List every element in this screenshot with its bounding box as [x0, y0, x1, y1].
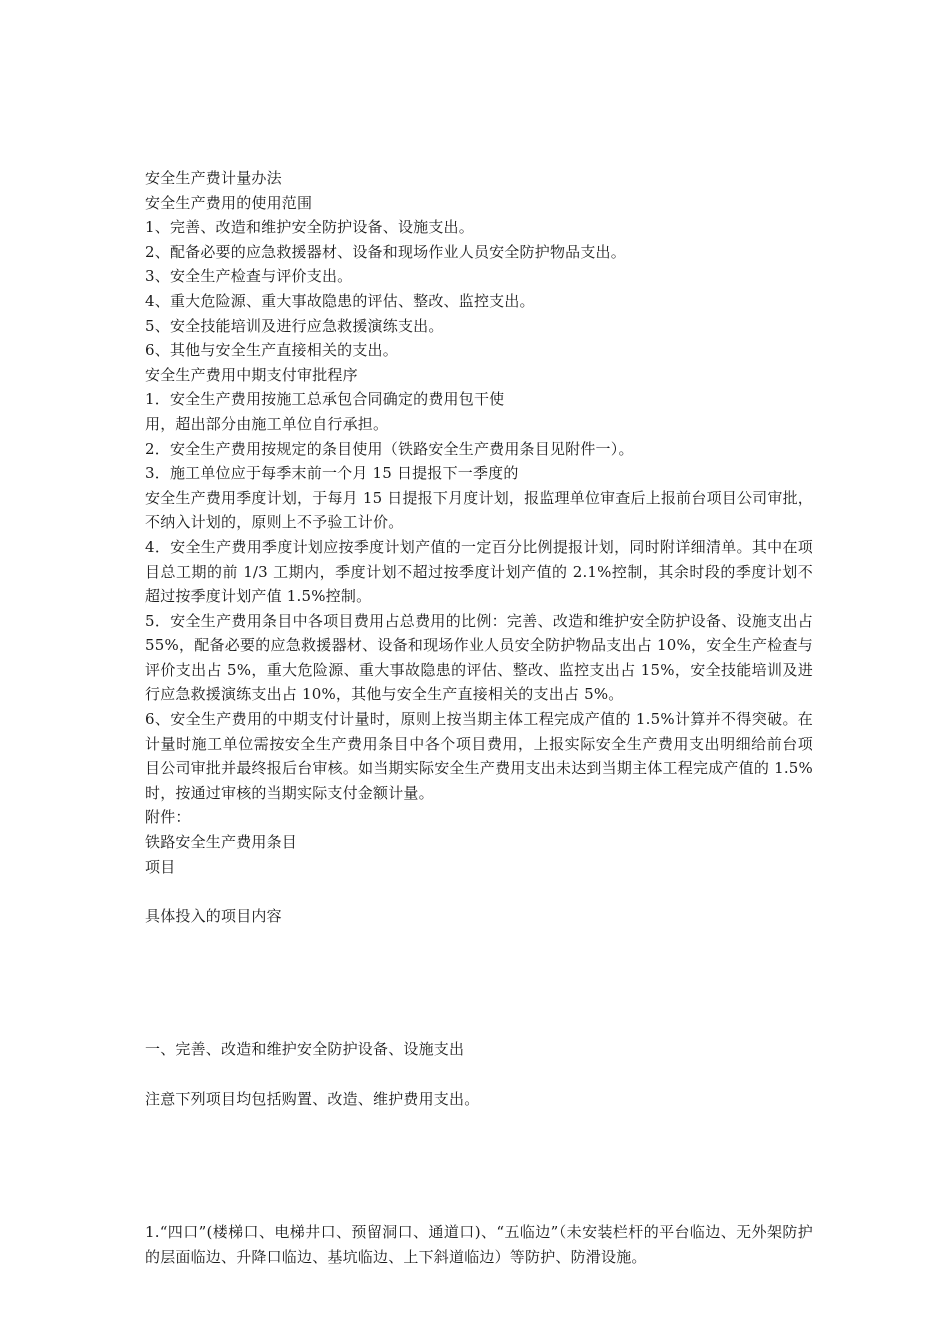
- scope-item: 3、安全生产检查与评价支出。: [145, 267, 353, 286]
- scope-item: 6、其他与安全生产直接相关的支出。: [145, 341, 398, 360]
- document-title: 安全生产费计量办法: [145, 169, 282, 187]
- column-item-header: 项目: [145, 857, 176, 876]
- scope-heading: 安全生产费用的使用范围: [145, 193, 313, 212]
- scope-item: 1、完善、改造和维护安全防护设备、设施支出。: [145, 218, 474, 237]
- section-1-note: 注意下列项目均包括购置、改造、维护费用支出。: [145, 1089, 480, 1108]
- scope-item: 4、重大危险源、重大事故隐患的评估、整改、监控支出。: [145, 291, 535, 310]
- procedure-item-5: 5．安全生产费用条目中各项目费用占总费用的比例：完善、改造和维护安全防护设备、设施支出占 55%，配备必要的应急救援器材、设备和现场作业人员安全防护物品支出占 10%，安全生产检查与评价支出占 5%，重大危险源、重大事故隐患的评估、整改、监控支出占 15%，安全技能培训及进行应急救援演练支出占 10%，其他与安全生产直接相关的支出占 5%。: [145, 611, 813, 704]
- spacer: [145, 879, 813, 904]
- spacer: [145, 928, 813, 988]
- procedure-heading: 安全生产费用中期支付审批程序: [145, 365, 358, 384]
- attachment-title: 铁路安全生产费用条目: [145, 833, 298, 852]
- attachment-label: 附件：: [145, 808, 191, 827]
- spacer: [145, 1062, 813, 1087]
- procedure-item-1-line-2: 用，超出部分由施工单位自行承担。: [145, 414, 389, 433]
- procedure-item-6: 6、安全生产费用的中期支付计量时，原则上按当期主体工程完成产值的 1.5%计算并不得突破。在计量时施工单位需按安全生产费用条目中各个项目费用，上报实际安全生产费用支出明细给前台项目公司审批并最终报后台审核。如当期实际安全生产费用支出未达到当期主体工程完成产值的 1.5%时，按通过审核的当期实际支付金额计量。: [145, 710, 813, 802]
- scope-item: 2、配备必要的应急救援器材、设备和现场作业人员安全防护物品支出。: [145, 242, 626, 261]
- procedure-item-3-line-1: 3．施工单位应于每季末前一个月 15 日提报下一季度的: [145, 464, 519, 483]
- spacer: [145, 988, 813, 1037]
- procedure-item-1-line-1: 1．安全生产费用按施工总承包合同确定的费用包干使: [145, 390, 505, 409]
- column-content-header: 具体投入的项目内容: [145, 906, 282, 925]
- procedure-item-2: 2．安全生产费用按规定的条目使用（铁路安全生产费用条目见附件一）。: [145, 439, 634, 458]
- spacer: [145, 1171, 813, 1220]
- spacer: [145, 1111, 813, 1171]
- document-body: [145, 166, 813, 1269]
- scope-item: 5、安全技能培训及进行应急救援演练支出。: [145, 316, 444, 335]
- procedure-item-3-line-2: 安全生产费用季度计划，于每月 15 日提报下月度计划，报监理单位审查后上报前台项目公司审批，不纳入计划的，原则上不予验工计价。: [145, 488, 813, 532]
- section-1-item-1: 1.“四口”(楼梯口、电梯井口、预留洞口、通道口)、“五临边”（未安装栏杆的平台临边、无外架防护的层面临边、升降口临边、基坑临边、上下斜道临边）等防护、防滑设施。: [145, 1223, 813, 1266]
- procedure-item-4: 4．安全生产费用季度计划应按季度计划产值的一定百分比例提报计划，同时附详细清单。其中在项目总工期的前 1/3 工期内，季度计划不超过按季度计划产值的 2.1%控制，其余时段的季度计划不超过按季度计划产值 1.5%控制。: [145, 537, 813, 606]
- section-1-heading: 一、完善、改造和维护安全防护设备、设施支出: [145, 1040, 465, 1059]
